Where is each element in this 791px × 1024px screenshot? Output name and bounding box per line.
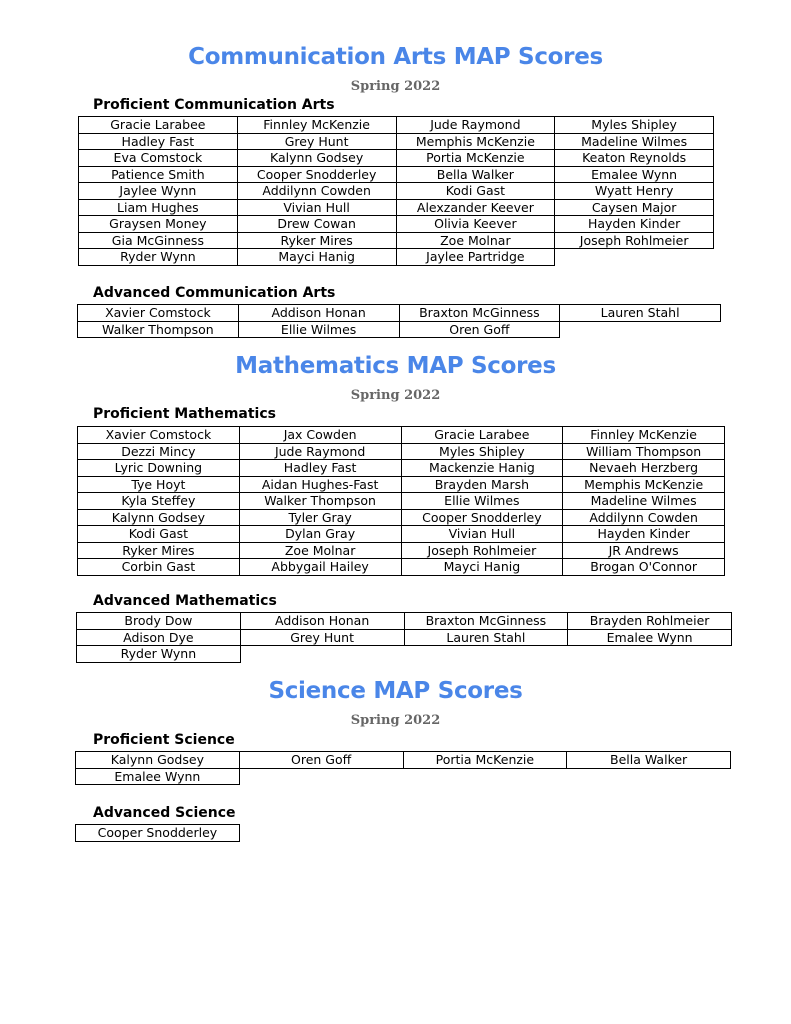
student-name-cell: Braxton McGinness xyxy=(404,613,568,630)
proficient-comm-arts-heading: Proficient Communication Arts xyxy=(93,97,335,113)
table-row xyxy=(77,629,732,646)
table-row xyxy=(76,752,731,769)
table-row xyxy=(78,542,725,559)
student-name-cell: Alexzander Keever xyxy=(396,199,555,216)
student-name-cell: Ryker Mires xyxy=(237,232,396,249)
student-name-cell: Myles Shipley xyxy=(555,117,714,134)
student-name-cell: Kodi Gast xyxy=(396,183,555,200)
student-name-cell: Lauren Stahl xyxy=(560,305,721,322)
student-name-cell: Vivian Hull xyxy=(401,526,563,543)
student-name-cell: Gracie Larabee xyxy=(401,427,563,444)
student-name-cell: Kyla Steffey xyxy=(78,493,240,510)
student-name-cell: JR Andrews xyxy=(563,542,725,559)
student-name-cell: Cooper Snodderley xyxy=(401,509,563,526)
advanced-math-table xyxy=(76,612,732,663)
student-name-cell: Addilynn Cowden xyxy=(563,509,725,526)
proficient-science-table xyxy=(75,751,731,785)
student-name-cell: Gia McGinness xyxy=(79,232,238,249)
table-row xyxy=(78,493,725,510)
table-row xyxy=(78,305,721,322)
table-row xyxy=(79,183,714,200)
student-name-cell: Gracie Larabee xyxy=(79,117,238,134)
table-row xyxy=(79,166,714,183)
advanced-science-table xyxy=(75,824,731,842)
table-row xyxy=(79,150,714,167)
table-row xyxy=(79,232,714,249)
comm-arts-title: Communication Arts MAP Scores xyxy=(188,44,603,70)
student-name-cell: Jude Raymond xyxy=(396,117,555,134)
table-row xyxy=(78,509,725,526)
student-name-cell: Corbin Gast xyxy=(78,559,240,576)
student-name-cell: Adison Dye xyxy=(77,629,241,646)
student-name-cell: Addison Honan xyxy=(238,305,399,322)
science-subtitle: Spring 2022 xyxy=(350,713,441,728)
student-name-cell: Hayden Kinder xyxy=(563,526,725,543)
student-name-cell: Bella Walker xyxy=(396,166,555,183)
student-name-cell: Memphis McKenzie xyxy=(396,133,555,150)
table-row xyxy=(76,768,731,785)
student-name-cell: Emalee Wynn xyxy=(568,629,732,646)
student-name-cell: Walker Thompson xyxy=(239,493,401,510)
table-row xyxy=(79,133,714,150)
student-name-cell: Keaton Reynolds xyxy=(555,150,714,167)
table-row xyxy=(78,460,725,477)
proficient-comm-arts-table xyxy=(78,116,714,266)
student-name-cell: Kalynn Godsey xyxy=(78,509,240,526)
student-name-cell: Ellie Wilmes xyxy=(401,493,563,510)
table-row xyxy=(79,216,714,233)
student-name-cell: Caysen Major xyxy=(555,199,714,216)
science-title: Science MAP Scores xyxy=(268,678,523,704)
student-name-cell: Emalee Wynn xyxy=(555,166,714,183)
table-row xyxy=(78,476,725,493)
table-row xyxy=(79,199,714,216)
student-name-cell: Portia McKenzie xyxy=(396,150,555,167)
empty-cell xyxy=(567,825,731,842)
student-name-cell: Kodi Gast xyxy=(78,526,240,543)
student-name-cell: Mackenzie Hanig xyxy=(401,460,563,477)
math-title: Mathematics MAP Scores xyxy=(235,353,556,379)
student-name-cell: Bella Walker xyxy=(567,752,731,769)
student-name-cell: Finnley McKenzie xyxy=(563,427,725,444)
student-name-cell: Abbygail Hailey xyxy=(239,559,401,576)
proficient-math-heading: Proficient Mathematics xyxy=(93,406,276,422)
student-name-cell: Hadley Fast xyxy=(79,133,238,150)
table-row xyxy=(78,443,725,460)
student-name-cell: Tyler Gray xyxy=(239,509,401,526)
student-name-cell: Oren Goff xyxy=(399,321,560,338)
student-name-cell: Aidan Hughes-Fast xyxy=(239,476,401,493)
student-name-cell: Cooper Snodderley xyxy=(76,825,240,842)
empty-cell xyxy=(560,321,721,338)
empty-cell xyxy=(239,825,403,842)
student-name-cell: Grey Hunt xyxy=(240,629,404,646)
table-row xyxy=(78,321,721,338)
student-name-cell: Drew Cowan xyxy=(237,216,396,233)
student-name-cell: Olivia Keever xyxy=(396,216,555,233)
student-name-cell: Xavier Comstock xyxy=(78,427,240,444)
math-subtitle: Spring 2022 xyxy=(350,388,441,403)
empty-cell xyxy=(403,768,567,785)
table-row xyxy=(78,526,725,543)
student-name-cell: Brayden Marsh xyxy=(401,476,563,493)
student-name-cell: Vivian Hull xyxy=(237,199,396,216)
proficient-science-heading: Proficient Science xyxy=(93,732,235,748)
student-name-cell: Memphis McKenzie xyxy=(563,476,725,493)
student-name-cell: Jude Raymond xyxy=(239,443,401,460)
student-name-cell: Cooper Snodderley xyxy=(237,166,396,183)
student-name-cell: Wyatt Henry xyxy=(555,183,714,200)
student-name-cell: Liam Hughes xyxy=(79,199,238,216)
student-name-cell: Xavier Comstock xyxy=(78,305,239,322)
student-name-cell: Joseph Rohlmeier xyxy=(555,232,714,249)
student-name-cell: Madeline Wilmes xyxy=(563,493,725,510)
student-name-cell: Brogan O'Connor xyxy=(563,559,725,576)
student-name-cell: Eva Comstock xyxy=(79,150,238,167)
student-name-cell: Brayden Rohlmeier xyxy=(568,613,732,630)
student-name-cell: Braxton McGinness xyxy=(399,305,560,322)
student-name-cell: Graysen Money xyxy=(79,216,238,233)
student-name-cell: Zoe Molnar xyxy=(239,542,401,559)
student-name-cell: Madeline Wilmes xyxy=(555,133,714,150)
student-name-cell: Ellie Wilmes xyxy=(238,321,399,338)
student-name-cell: Joseph Rohlmeier xyxy=(401,542,563,559)
advanced-science-heading: Advanced Science xyxy=(93,805,236,821)
advanced-comm-arts-table xyxy=(77,304,721,338)
empty-cell xyxy=(239,768,403,785)
advanced-math-heading: Advanced Mathematics xyxy=(93,593,277,609)
empty-cell xyxy=(555,249,714,266)
table-row xyxy=(78,427,725,444)
empty-cell xyxy=(568,646,732,663)
comm-arts-subtitle: Spring 2022 xyxy=(350,79,441,94)
student-name-cell: Jaylee Partridge xyxy=(396,249,555,266)
table-row xyxy=(77,613,732,630)
student-name-cell: Addilynn Cowden xyxy=(237,183,396,200)
student-name-cell: Jaylee Wynn xyxy=(79,183,238,200)
empty-cell xyxy=(403,825,567,842)
student-name-cell: Addison Honan xyxy=(240,613,404,630)
student-name-cell: Brody Dow xyxy=(77,613,241,630)
student-name-cell: Zoe Molnar xyxy=(396,232,555,249)
student-name-cell: Emalee Wynn xyxy=(76,768,240,785)
table-row xyxy=(77,646,732,663)
student-name-cell: Patience Smith xyxy=(79,166,238,183)
student-name-cell: Kalynn Godsey xyxy=(76,752,240,769)
student-name-cell: Myles Shipley xyxy=(401,443,563,460)
advanced-comm-arts-heading: Advanced Communication Arts xyxy=(93,285,336,301)
empty-cell xyxy=(567,768,731,785)
student-name-cell: William Thompson xyxy=(563,443,725,460)
proficient-math-table xyxy=(77,426,725,576)
student-name-cell: Jax Cowden xyxy=(239,427,401,444)
student-name-cell: Hadley Fast xyxy=(239,460,401,477)
student-name-cell: Tye Hoyt xyxy=(78,476,240,493)
empty-cell xyxy=(240,646,404,663)
student-name-cell: Ryder Wynn xyxy=(77,646,241,663)
student-name-cell: Ryker Mires xyxy=(78,542,240,559)
table-row xyxy=(78,559,725,576)
student-name-cell: Dezzi Mincy xyxy=(78,443,240,460)
student-name-cell: Nevaeh Herzberg xyxy=(563,460,725,477)
student-name-cell: Portia McKenzie xyxy=(403,752,567,769)
empty-cell xyxy=(404,646,568,663)
student-name-cell: Grey Hunt xyxy=(237,133,396,150)
table-row xyxy=(76,825,732,842)
student-name-cell: Finnley McKenzie xyxy=(237,117,396,134)
table-row xyxy=(79,117,714,134)
student-name-cell: Kalynn Godsey xyxy=(237,150,396,167)
student-name-cell: Lyric Downing xyxy=(78,460,240,477)
student-name-cell: Mayci Hanig xyxy=(237,249,396,266)
student-name-cell: Walker Thompson xyxy=(78,321,239,338)
student-name-cell: Hayden Kinder xyxy=(555,216,714,233)
student-name-cell: Dylan Gray xyxy=(239,526,401,543)
student-name-cell: Oren Goff xyxy=(239,752,403,769)
table-row xyxy=(79,249,714,266)
student-name-cell: Ryder Wynn xyxy=(79,249,238,266)
student-name-cell: Lauren Stahl xyxy=(404,629,568,646)
student-name-cell: Mayci Hanig xyxy=(401,559,563,576)
